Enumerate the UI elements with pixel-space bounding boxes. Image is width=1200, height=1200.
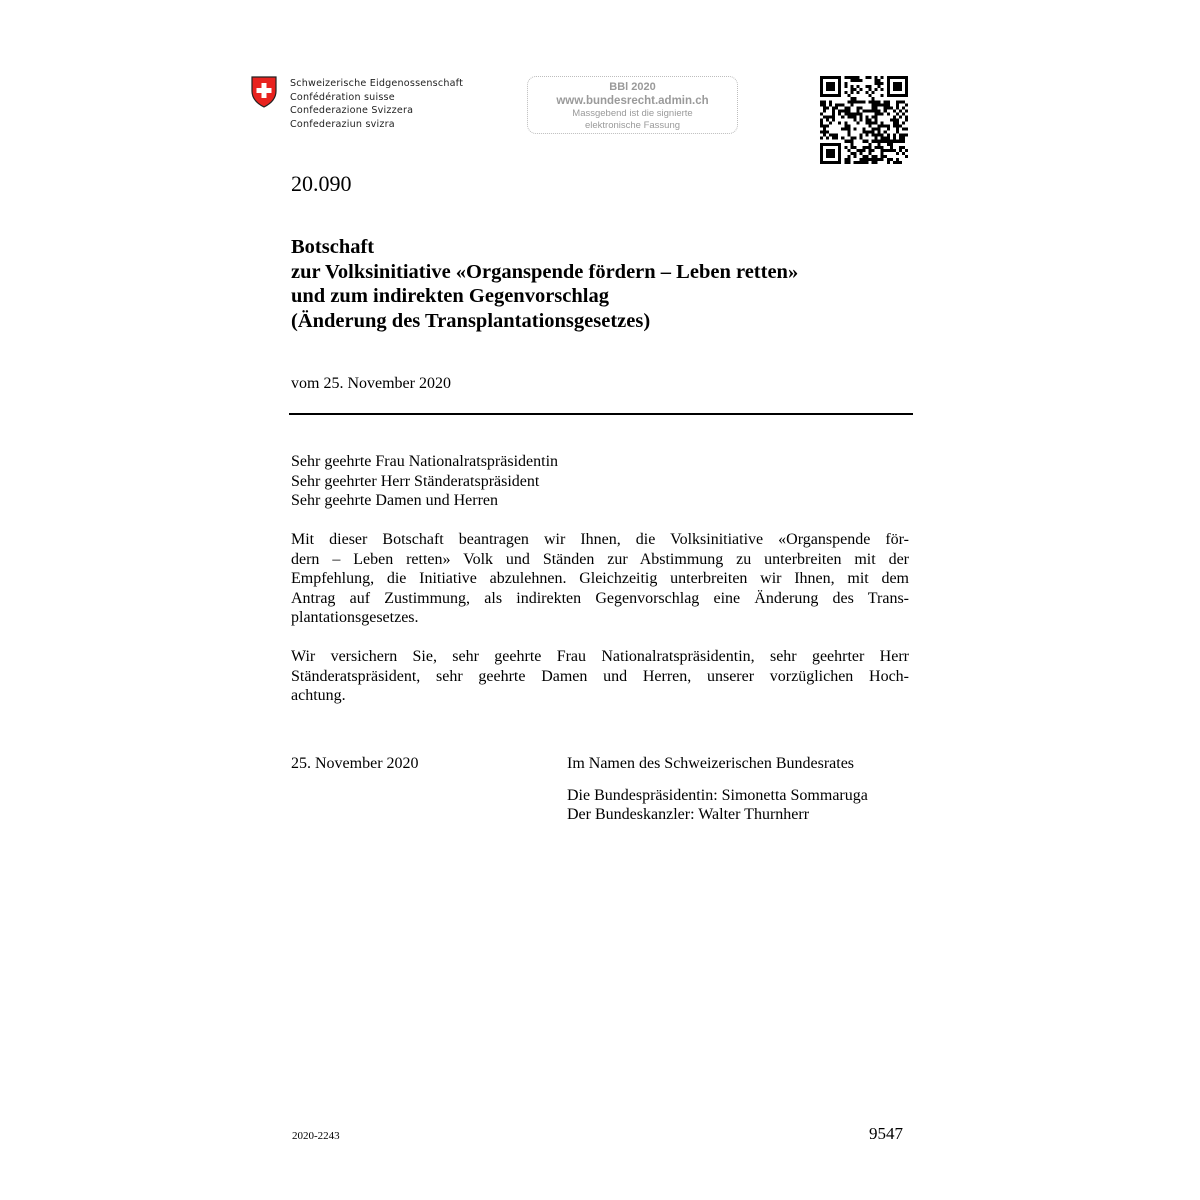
title-line: und zum indirekten Gegenvorschlag [291,285,609,307]
paragraph-line: dern – Leben retten» Volk und Ständen zur Abstimmung zu unterbreiten mit der [291,550,909,568]
federal-logo [251,76,463,131]
publication-stamp [527,76,738,134]
paragraph-line: Ständeratspräsident, sehr geehrte Damen und Herren, unserer vorzüglichen Hoch- [291,667,909,685]
stamp-bbl: BBl 2020 [609,81,656,93]
signature-date: 25. November 2020 [291,755,419,772]
footer-reference: 2020-2243 [292,1130,340,1142]
qr-code-icon [820,76,908,164]
paragraph-line: Antrag auf Zustimmung, als indirekten Gegenvorschlag eine Änderung des Trans- [291,589,909,607]
signature-on-behalf: Im Namen des Schweizerischen Bundesrates [567,755,855,772]
authority-line-fr: Confédération suisse [290,91,395,103]
stamp-note-1: Massgebend ist die signierte [572,108,693,119]
signature-president: Die Bundespräsidentin: Simonetta Sommaruga [567,786,868,804]
paragraph-line: Empfehlung, die Initiative abzulehnen. Gleichzeitig unterbreiten wir Ihnen, mit dem [291,570,909,587]
paragraph-line: Mit dieser Botschaft beantragen wir Ihnen, die Volksinitiative «Organspende för- [291,531,909,548]
paragraph-line: achtung. [291,687,346,704]
salutation-line: Sehr geehrter Herr Ständeratspräsident [291,472,540,490]
salutation [291,452,909,511]
paragraph-line: Wir versichern Sie, sehr geehrte Frau Nationalratspräsidentin, sehr geehrter Herr [291,648,909,665]
paragraph-closing [291,647,909,706]
paragraph-request [291,530,909,628]
title-line: Botschaft [291,236,375,258]
title-line: zur Volksinitiative «Organspende fördern – Leben retten» [291,260,799,283]
signature-chancellor: Der Bundeskanzler: Walter Thurnherr [567,806,810,823]
authority-line-de: Schweizerische Eidgenossenschaft [290,78,464,89]
stamp-url[interactable]: www.bundesrecht.admin.ch [556,95,709,107]
title-line: (Änderung des Transplantationsgesetzes) [291,309,651,332]
signature-block [567,754,868,825]
authority-line-it: Confederazione Svizzera [290,105,414,116]
salutation-line: Sehr geehrte Damen und Herren [291,492,499,509]
swiss-cross-shield-icon [251,76,277,108]
document-number: 20.090 [291,171,352,196]
title-divider [289,413,913,415]
page-number: 9547 [869,1124,903,1143]
document-date: vom 25. November 2020 [291,375,451,392]
authority-line-rm: Confederaziun svizra [290,118,395,130]
salutation-line: Sehr geehrte Frau Nationalratspräsidentin [291,453,559,470]
stamp-note-2: elektronische Fassung [584,120,681,131]
authority-names [290,77,463,131]
document-title [291,235,798,333]
paragraph-line: plantationsgesetzes. [291,609,419,626]
